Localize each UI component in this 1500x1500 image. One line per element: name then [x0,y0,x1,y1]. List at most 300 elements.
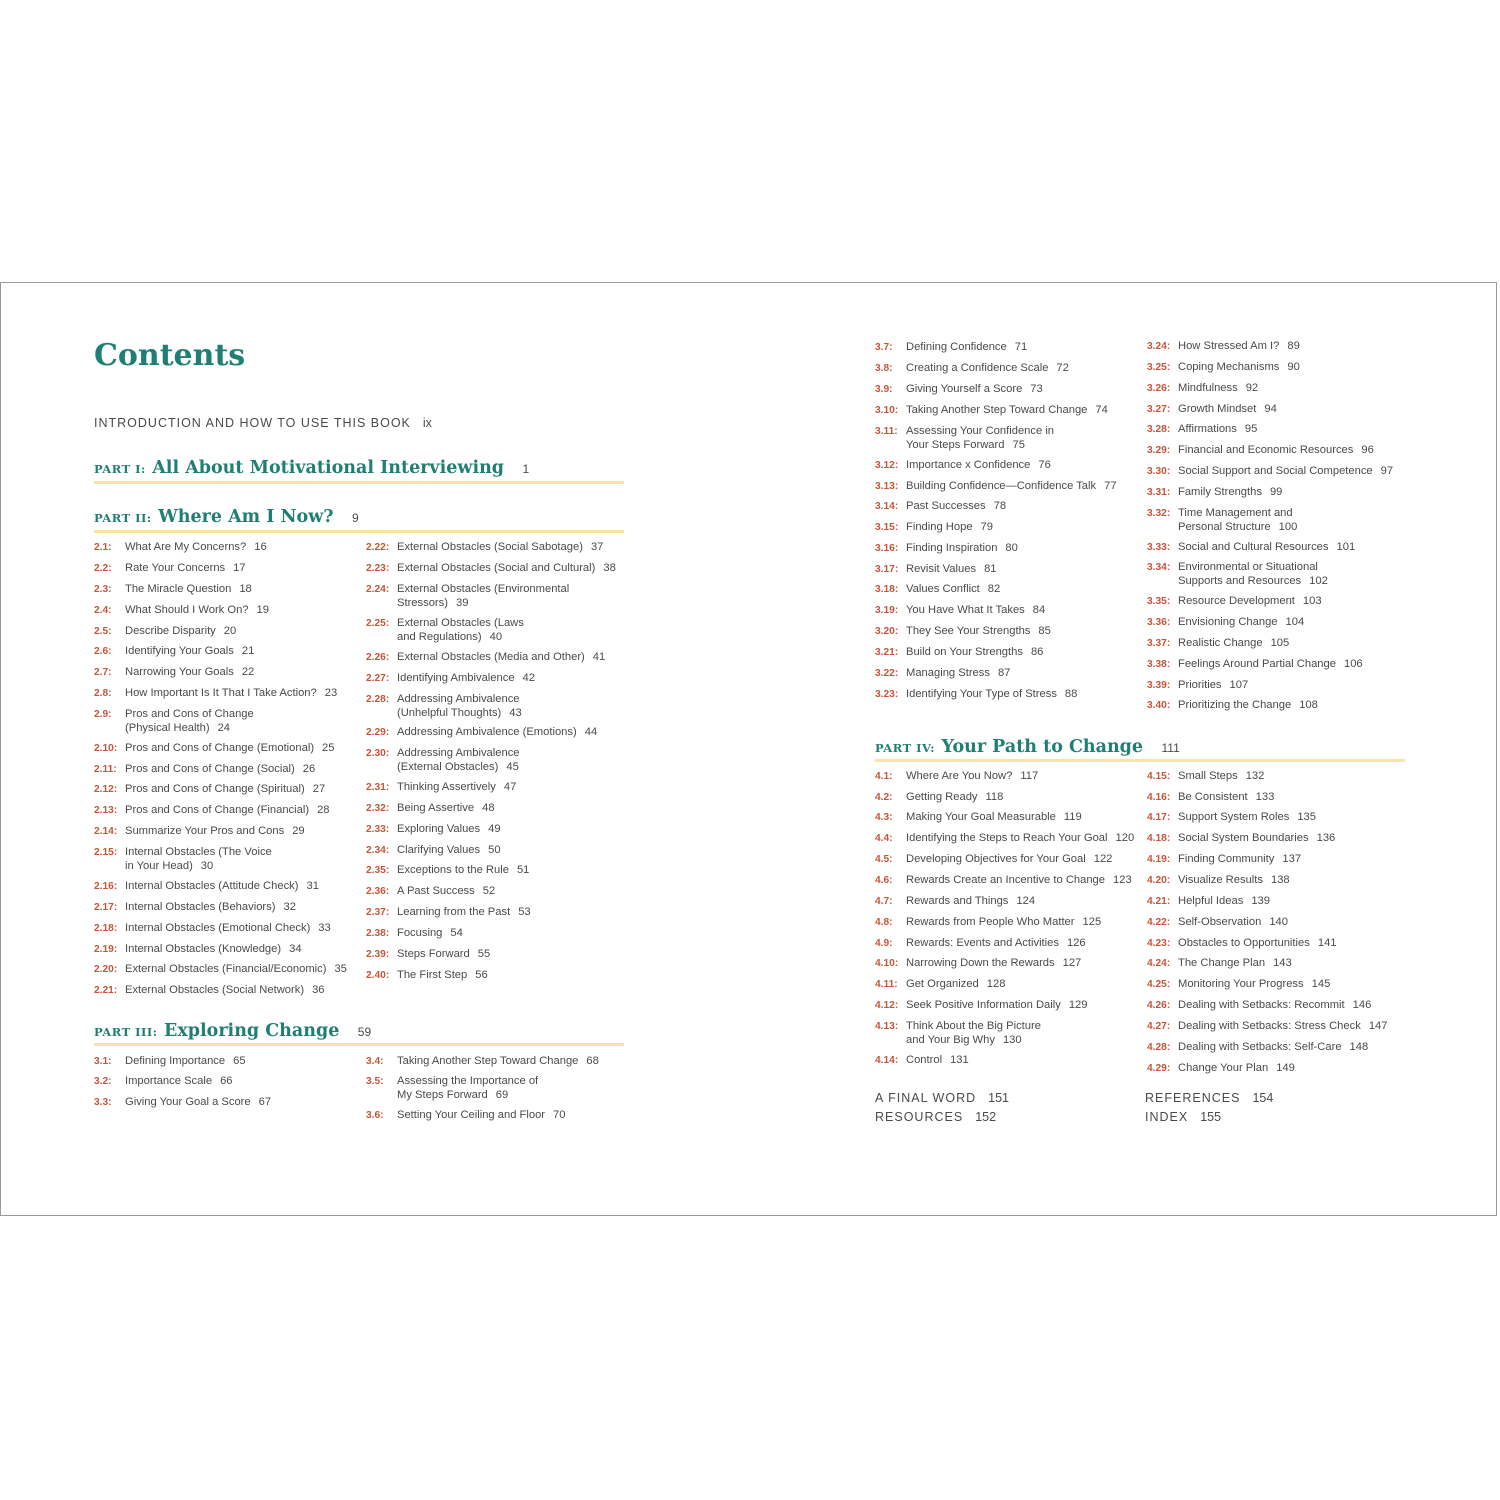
entry-title-wrap [125,783,325,797]
entry-number: 4.7: [875,896,893,907]
toc-entry[interactable] [366,1055,599,1069]
entry-number: 4.16: [1147,792,1171,803]
toc-entry[interactable] [366,562,616,576]
toc-entry[interactable] [1147,423,1257,437]
toc-entry[interactable] [366,823,501,837]
part-heading-4[interactable] [875,737,1180,757]
entry-page: 108 [1299,699,1318,711]
toc-entry[interactable] [875,811,1082,825]
part-heading-1[interactable] [94,458,529,478]
entry-number: 2.23: [366,563,390,574]
toc-entry[interactable] [366,781,516,795]
entry-number: 4.18: [1147,833,1171,844]
entry-page: 117 [1020,770,1039,782]
entry-page: 43 [509,706,522,719]
entry-title: Focusing [397,927,443,939]
toc-entry[interactable] [94,880,319,894]
entry-title-wrap [906,583,1000,597]
entry-page: 44 [584,726,598,738]
toc-entry[interactable] [1147,895,1270,909]
entry-title-wrap [125,880,319,894]
entry-page: 75 [1012,438,1025,451]
toc-entry[interactable] [1147,916,1288,930]
entry-title-wrap [1178,978,1330,992]
toc-entry[interactable] [875,521,993,535]
entry-title-wrap [397,969,488,983]
toc-entry[interactable] [875,937,1086,951]
entry-number: 2.10: [94,743,118,754]
entry-number: 3.5: [366,1076,384,1087]
entry-title-wrap [1178,679,1248,693]
entry-title: Finding Inspiration [906,542,998,554]
entry-title-wrap [397,617,524,644]
entry-page: 50 [488,844,501,856]
toc-entry[interactable] [1147,874,1290,888]
toc-entry[interactable] [1147,978,1330,992]
entry-title-wrap [1178,1062,1295,1076]
entry-title: They See Your Strengths [906,625,1031,637]
entry-title-wrap [906,999,1088,1013]
toc-entry[interactable] [94,846,272,873]
entry-number: 3.25: [1147,362,1171,373]
entry-page: 130 [1002,1033,1022,1046]
toc-entry[interactable] [1147,465,1393,479]
entry-page: 149 [1276,1062,1295,1074]
entry-title: Internal Obstacles (Emotional Check) [125,922,311,934]
backmatter-label: A FINAL WORD [875,1091,977,1105]
entry-page: 125 [1082,916,1102,928]
part-rule [875,759,1405,762]
entry-title: Prioritizing the Change [1178,699,1292,711]
entry-number: 3.24: [1147,341,1171,352]
entry-title: Assessing the Importance of My Steps Forward [397,1075,539,1101]
toc-entry[interactable] [1147,937,1337,951]
entry-title-wrap [125,1075,233,1089]
toc-entry[interactable] [875,874,1132,888]
toc-entry[interactable] [875,895,1035,909]
entry-title: You Have What It Takes [906,604,1025,616]
toc-entry[interactable] [94,687,337,701]
entry-page: 141 [1317,937,1337,949]
toc-entry[interactable] [366,969,488,983]
entry-number: 2.32: [366,803,390,814]
entry-page: 90 [1287,361,1300,373]
entry-title-wrap [397,562,616,576]
entry-title: Identifying Your Type of Stress [906,688,1057,700]
toc-entry[interactable] [94,541,267,555]
toc-entry[interactable] [875,1054,969,1068]
entry-title-wrap [906,625,1051,639]
part-heading-2[interactable] [94,507,359,527]
toc-entry[interactable] [875,563,997,577]
entry-page: 129 [1068,999,1088,1011]
entry-title: External Obstacles (Social and Cultural) [397,562,596,574]
entry-title: Envisioning Change [1178,616,1278,628]
entry-page: 22 [241,666,255,678]
entry-page: 38 [603,562,616,574]
entry-title: Monitoring Your Progress [1178,978,1304,990]
entry-title-wrap [125,708,254,735]
toc-entry[interactable] [94,1096,271,1110]
toc-entry[interactable] [94,604,269,618]
entry-title-wrap [397,802,495,816]
entry-title-wrap [1178,637,1289,651]
toc-entry[interactable] [94,583,252,597]
toc-entry[interactable] [94,708,254,735]
toc-entry[interactable] [1147,382,1258,396]
entry-title-wrap [906,832,1134,846]
toc-entry[interactable] [875,791,1003,805]
entry-page: 107 [1229,679,1249,691]
entry-title: Where Are You Now? [906,770,1013,782]
entry-title: Internal Obstacles (Attitude Check) [125,880,299,892]
toc-entry[interactable] [366,802,495,816]
toc-entry[interactable] [1147,699,1318,713]
entry-number: 2.39: [366,949,390,960]
backmatter-final-word[interactable] [875,1091,1009,1105]
toc-entry[interactable] [1147,770,1264,784]
part-title: Exploring Change [164,1021,340,1041]
entry-number: 3.21: [875,647,899,658]
part-rule [94,481,624,484]
toc-entry[interactable] [366,948,490,962]
entry-number: 4.12: [875,1000,899,1011]
toc-entry[interactable] [875,480,1117,494]
toc-entry[interactable] [875,425,1054,452]
toc-entry[interactable] [875,957,1081,971]
entry-title: Obstacles to Opportunities [1178,937,1310,949]
backmatter-references[interactable] [1145,1091,1273,1105]
entry-page: 103 [1302,595,1322,607]
toc-entry[interactable] [366,747,520,774]
entry-number: 4.25: [1147,979,1171,990]
entry-number: 2.37: [366,907,390,918]
entry-title-wrap [906,811,1082,825]
toc-entry[interactable] [366,617,524,644]
toc-entry[interactable] [1147,658,1363,672]
toc-entry[interactable] [1147,444,1374,458]
entry-page: 94 [1264,403,1277,415]
entry-number: 2.20: [94,964,118,975]
entry-page: 131 [950,1054,969,1066]
entry-number: 3.32: [1147,508,1171,519]
backmatter-page: 151 [988,1091,1009,1105]
toc-entry[interactable] [1147,361,1300,375]
toc-entry[interactable] [875,770,1038,784]
entry-page: 81 [984,563,997,575]
entry-title: Feelings Around Partial Change [1178,658,1336,670]
toc-entry[interactable] [875,362,1069,376]
entry-title-wrap [906,563,997,577]
toc-entry[interactable] [1147,679,1248,693]
entry-title: What Should I Work On? [125,604,249,616]
entry-number: 3.33: [1147,542,1171,553]
toc-entry[interactable] [875,853,1112,867]
entry-title-wrap [906,874,1132,888]
entry-number: 3.2: [94,1076,112,1087]
toc-entry[interactable] [1147,1041,1368,1055]
entry-number: 2.24: [366,584,390,595]
toc-entry[interactable] [875,542,1018,556]
toc-entry[interactable] [875,667,1010,681]
toc-entry[interactable] [1147,486,1282,500]
toc-entry[interactable] [94,562,246,576]
entry-page: 127 [1062,957,1082,969]
entry-title-wrap [906,791,1003,805]
toc-entry[interactable] [875,500,1006,514]
entry-title-wrap [1178,340,1300,354]
entry-page: 49 [488,823,501,835]
toc-entry[interactable] [1147,403,1277,417]
entry-title: External Obstacles (Social Network) [125,984,305,996]
entry-page: 106 [1343,658,1363,670]
toc-entry[interactable] [1147,999,1371,1013]
entry-title: Addressing Ambivalence (Emotions) [397,726,577,738]
toc-entry[interactable] [366,726,597,740]
entry-page: 87 [997,667,1011,679]
toc-entry[interactable] [875,999,1088,1013]
toc-entry[interactable] [1147,1020,1387,1034]
entry-number: 3.14: [875,501,899,512]
entry-page: 140 [1269,916,1288,928]
entry-title: Social System Boundaries [1178,832,1309,844]
toc-entry[interactable] [875,341,1027,355]
entry-title-wrap [906,383,1043,397]
toc-entry[interactable] [875,978,1005,992]
toc-entry[interactable] [94,742,335,756]
entry-page: 143 [1273,957,1292,969]
backmatter-index[interactable] [1145,1110,1221,1124]
entry-page: 124 [1016,895,1036,907]
entry-page: 79 [980,521,993,533]
toc-entry[interactable] [875,583,1000,597]
entry-title: Developing Objectives for Your Goal [906,853,1086,865]
toc-entry[interactable] [875,604,1045,618]
entry-number: 2.12: [94,784,118,795]
backmatter-resources[interactable] [875,1110,996,1124]
entry-page: 36 [312,984,325,996]
entry-page: 92 [1245,382,1259,394]
part-page: 59 [357,1025,372,1039]
toc-entry[interactable] [1147,791,1274,805]
entry-title: The Change Plan [1178,957,1266,969]
entry-title-wrap [125,562,246,576]
entry-title: Mindfulness [1178,382,1238,394]
toc-entry[interactable] [1147,637,1289,651]
entry-number: 4.5: [875,854,893,865]
entry-title-wrap [397,541,603,555]
toc-entry[interactable] [875,404,1108,418]
toc-entry[interactable] [94,1075,233,1089]
part-page: 111 [1161,741,1180,755]
toc-entry[interactable] [366,651,605,665]
toc-entry[interactable] [366,583,569,610]
entry-number: 4.1: [875,771,893,782]
entry-page: 74 [1095,404,1108,416]
entry-title-wrap [906,362,1069,376]
entry-title: Finding Hope [906,521,973,533]
toc-entry[interactable] [94,943,302,957]
entry-number: 3.4: [366,1056,384,1067]
entry-page: 122 [1093,853,1113,865]
toc-entry[interactable] [1147,1062,1295,1076]
toc-entry[interactable] [1147,541,1355,555]
toc-entry[interactable] [1147,957,1292,971]
toc-entry[interactable] [94,922,331,936]
toc-entry[interactable] [94,625,236,639]
entry-title: Pros and Cons of Change (Social) [125,763,295,775]
toc-entry[interactable] [1147,595,1322,609]
toc-entry[interactable] [875,383,1043,397]
toc-entry[interactable] [94,783,325,797]
toc-entry[interactable] [366,927,463,941]
entry-page: 104 [1285,616,1305,628]
entry-title-wrap [1178,1041,1368,1055]
entry-page: 66 [220,1075,233,1087]
toc-entry[interactable] [94,984,325,998]
entry-title: Addressing Ambivalence (External Obstacles) [397,747,520,773]
toc-intro[interactable] [94,416,432,430]
entry-number: 4.28: [1147,1042,1171,1053]
entry-page: 32 [283,901,296,913]
toc-entry[interactable] [94,963,347,977]
entry-title: Financial and Economic Resources [1178,444,1354,456]
entry-title-wrap [397,906,531,920]
toc-entry[interactable] [1147,832,1335,846]
part-heading-3[interactable] [94,1021,371,1041]
entry-number: 4.13: [875,1021,899,1032]
entry-title-wrap [1178,423,1257,437]
entry-title-wrap [1178,403,1277,417]
toc-entry[interactable] [875,916,1101,930]
toc-entry[interactable] [94,1055,246,1069]
toc-entry[interactable] [875,1020,1041,1047]
backmatter-page: 154 [1252,1091,1274,1105]
entry-page: 147 [1368,1020,1388,1032]
toc-entry[interactable] [366,541,603,555]
entry-number: 3.36: [1147,617,1171,628]
entry-number: 4.8: [875,917,893,928]
entry-title: Rewards and Things [906,895,1009,907]
entry-number: 2.26: [366,652,390,663]
entry-title: Taking Another Step Toward Change [397,1055,579,1067]
toc-entry[interactable] [94,645,254,659]
entry-title-wrap [125,763,315,777]
entry-title-wrap [397,583,569,610]
entry-number: 3.17: [875,564,899,575]
backmatter-page: 155 [1200,1110,1222,1124]
toc-entry[interactable] [94,763,315,777]
entry-number: 3.3: [94,1097,112,1108]
entry-number: 2.15: [94,847,118,858]
toc-entry[interactable] [94,804,330,818]
toc-entry[interactable] [1147,616,1304,630]
toc-entry[interactable] [1147,507,1297,534]
entry-page: 136 [1316,832,1336,844]
toc-entry[interactable] [1147,853,1301,867]
entry-title: Creating a Confidence Scale [906,362,1049,374]
backmatter-label: INDEX [1145,1110,1189,1124]
entry-title-wrap [1178,874,1290,888]
entry-title-wrap [1178,895,1270,909]
entry-title-wrap [1178,465,1393,479]
entry-number: 4.6: [875,875,893,886]
toc-entry[interactable] [1147,811,1316,825]
entry-title-wrap [906,688,1077,702]
entry-title-wrap [906,937,1086,951]
entry-title-wrap [397,864,529,878]
entry-number: 2.31: [366,782,390,793]
entry-title: Past Successes [906,500,986,512]
entry-title: External Obstacles (Environmental Stressors) [397,583,570,609]
toc-entry[interactable] [366,906,531,920]
toc-entry[interactable] [875,646,1043,660]
toc-entry[interactable] [875,688,1077,702]
toc-entry[interactable] [1147,561,1328,588]
entry-page: 54 [450,927,463,939]
entry-title: Family Strengths [1178,486,1262,498]
toc-entry[interactable] [366,672,535,686]
toc-entry[interactable] [94,666,254,680]
entry-title-wrap [1178,382,1258,396]
entry-title-wrap [906,1054,969,1068]
entry-number: 4.19: [1147,854,1171,865]
toc-entry[interactable] [366,1075,538,1102]
toc-entry[interactable] [366,844,501,858]
entry-number: 3.16: [875,543,899,554]
entry-title-wrap [1178,658,1363,672]
entry-title-wrap [397,823,501,837]
entry-page: 53 [518,906,531,918]
toc-entry[interactable] [366,864,529,878]
toc-entry[interactable] [366,885,495,899]
entry-page: 133 [1255,791,1275,803]
entry-title: Change Your Plan [1178,1062,1269,1074]
toc-entry[interactable] [366,1109,565,1123]
entry-title: Assessing Your Confidence in Your Steps Forward [906,425,1055,451]
toc-entry[interactable] [875,625,1051,639]
entry-page: 48 [482,802,495,814]
entry-page: 71 [1014,341,1028,353]
entry-title: Resource Development [1178,595,1295,607]
entry-title: Get Organized [906,978,979,990]
toc-entry[interactable] [875,832,1134,846]
entry-page: 99 [1269,486,1283,498]
part-title: Your Path to Change [941,737,1144,757]
entry-title-wrap [906,646,1043,660]
toc-entry[interactable] [875,459,1051,473]
entry-title: External Obstacles (Financial/Economic) [125,963,327,975]
toc-entry[interactable] [366,693,522,720]
entry-number: 4.27: [1147,1021,1171,1032]
entry-title: Visualize Results [1178,874,1263,886]
entry-title: Dealing with Setbacks: Self-Care [1178,1041,1342,1053]
entry-title-wrap [1178,832,1335,846]
entry-number: 3.20: [875,626,899,637]
entry-page: 47 [503,781,517,793]
toc-entry[interactable] [94,825,305,839]
entry-page: 102 [1309,574,1328,587]
entry-title-wrap [397,781,516,795]
entry-title: Learning from the Past [397,906,511,918]
toc-entry[interactable] [94,901,296,915]
toc-entry[interactable] [1147,340,1300,354]
entry-title: Pros and Cons of Change (Financial) [125,804,310,816]
part-label: PART I: [94,462,146,476]
entry-title-wrap [397,948,490,962]
entry-page: 126 [1066,937,1086,949]
part-page: 1 [522,462,530,476]
